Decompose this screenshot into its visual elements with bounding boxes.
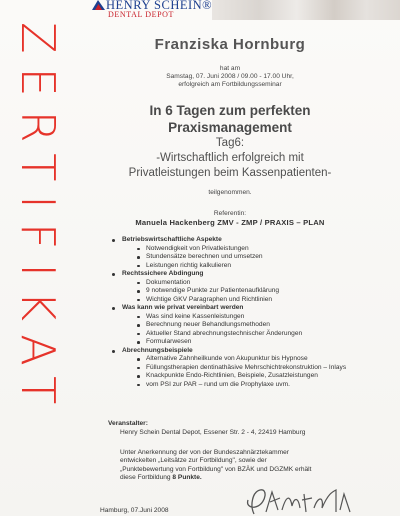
topic-subitem: Berechnung neuer Behandlungsmethoden [122, 321, 392, 330]
teilgenommen: teilgenommen. [208, 189, 252, 196]
topic-subitem: Formularwesen [122, 338, 392, 347]
seminar-day: Tag6: [215, 137, 245, 149]
success-line: erfolgreich am Fortbildungsseminar [178, 81, 282, 88]
topic-title: Abrechnungsbeispiele [122, 346, 193, 354]
topic-subitem: Aktueller Stand abrechnungstechnischer Änderungen [122, 330, 392, 339]
topic-subitem: 9 notwendige Punkte zur Patientenaufklärung [122, 287, 392, 296]
ack-line4-prefix: diese Fortbildung [120, 474, 173, 482]
topic-subitem: Stundensätze berechnen und umsetzen [122, 253, 392, 262]
topic-title: Rechtssichere Abdingung [122, 270, 204, 277]
seminar-title-line1: In 6 Tagen zum perfekten [149, 103, 311, 118]
seminar-title-line2: Praxismanagement [168, 120, 292, 135]
handwritten-signature [232, 484, 362, 516]
ack-line1: Unter Anerkennung der von der Bundeszahnärztekammer [120, 449, 289, 456]
seminar-date: Samstag, 07. Juni 2008 / 09.00 - 17.00 Uhr, [166, 73, 294, 80]
header-photo-strip [212, 0, 400, 20]
topic-subitem: Alternative Zahnheilkunde von Akupunktur bis Hypnose [122, 355, 392, 364]
topic-title: Was kann wie privat vereinbart werden [122, 304, 244, 311]
henry-schein-logo [92, 0, 213, 22]
topic-subitem: Leistungen richtig kalkulieren [122, 262, 392, 271]
topic-title: Betriebswirtschaftliche Aspekte [122, 236, 222, 243]
organizer-label: Veranstalter: [108, 420, 148, 427]
seminar-subtitle-line2: Privatleistungen beim Kassenpatienten- [128, 167, 332, 179]
topic-subitem: Notwendigkeit von Privatleistungen [122, 245, 392, 254]
ack-line3: „Punktebewertung von Fortbildung" von BZÄK und DGZMK erhält [120, 465, 312, 473]
seminar-subtitle-line1: -Wirtschaftlich erfolgreich mit [156, 152, 304, 164]
topic-subitem: Füllungstherapien dentinathäsive Mehrschichtrekonstruktion – Inlays [122, 364, 392, 373]
topic-subitem: Dokumentation [122, 279, 392, 288]
topic-subitem: Wichtige GKV Paragraphen und Richtlinien [122, 296, 392, 305]
referent-label: Referentin: [213, 210, 247, 217]
topic-list [110, 236, 392, 389]
topic-item [110, 304, 392, 347]
referent-name: Manuela Hackenberg ZMV - ZMP / PRAXIS – PLAN [135, 218, 325, 227]
topic-subitem: Was sind keine Kassenleistungen [122, 313, 392, 322]
topic-subitem: Knackpunkte Endo-Richtlinien, Beispiele, Zusatzleistungen [122, 372, 392, 381]
ack-line2: entwickelten „Leitsätze zur Fortbildung", sowie der [120, 457, 267, 465]
logo-mark-icon [92, 0, 105, 10]
logo-brand: HENRY SCHEIN® [106, 0, 213, 12]
logo-sub: DENTAL DEPOT [108, 10, 175, 19]
organizer-address: Henry Schein Dental Depot, Essener Str. 2 - 4, 22419 Hamburg [120, 429, 306, 436]
acknowledgement [120, 449, 392, 483]
vertical-title-text: ZERTIFIKAT [11, 22, 65, 419]
place-date: Hamburg, 07.Juni 2008 [100, 507, 169, 514]
topic-item [110, 236, 392, 270]
ack-points: 8 Punkte. [172, 474, 202, 482]
topic-subitem: vom PSI zur PAR – rund um die Prophylaxe uvm. [122, 381, 392, 390]
topic-item [110, 347, 392, 390]
vertical-title [11, 22, 65, 512]
hat-am: hat am [219, 65, 241, 72]
participant-name: Franziska Hornburg [154, 36, 306, 53]
topic-item [110, 270, 392, 304]
ack-line4 [120, 474, 392, 482]
